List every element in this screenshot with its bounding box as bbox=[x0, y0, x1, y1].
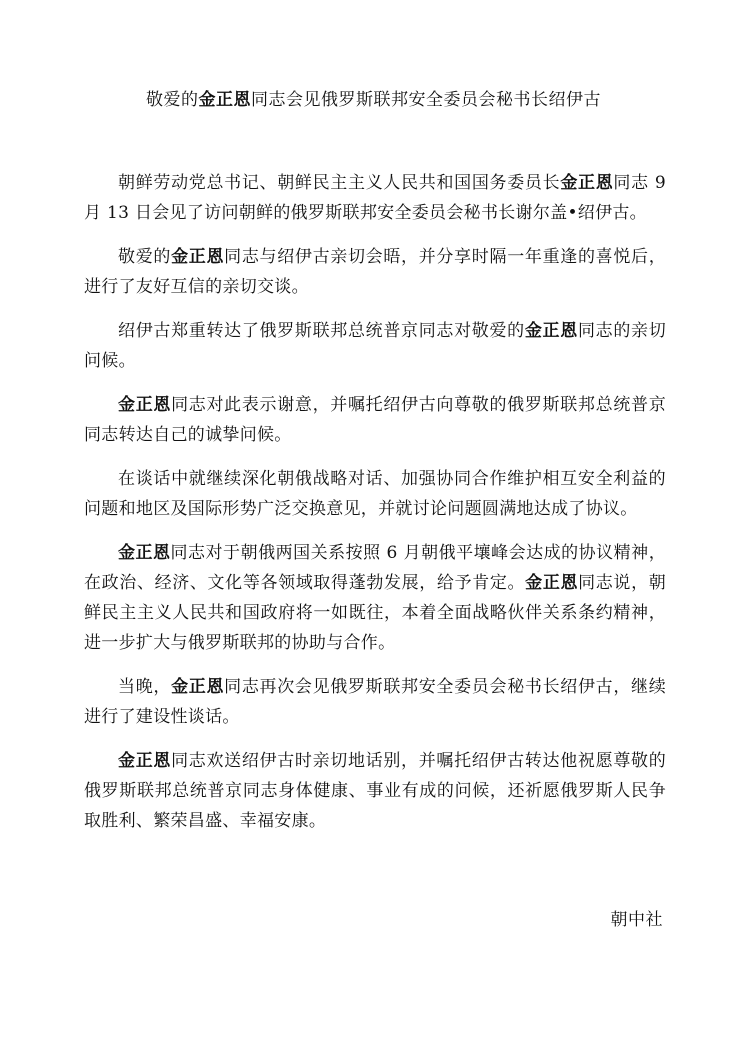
name-highlight: 金正恩 bbox=[524, 321, 578, 341]
name-highlight: 金正恩 bbox=[560, 173, 614, 193]
text-segment: 敬爱的 bbox=[118, 247, 172, 267]
paragraph-1 bbox=[84, 168, 666, 228]
paragraph-7 bbox=[84, 672, 666, 732]
text-segment: 同志与绍伊古亲切会晤，并分享时隔一年重逢的喜悦后，进行了友好互信的亲切交谈。 bbox=[84, 247, 667, 297]
name-highlight: 金正恩 bbox=[118, 543, 171, 563]
name-highlight: 金正恩 bbox=[118, 751, 172, 771]
text-segment: 当晚， bbox=[118, 677, 172, 697]
article-body bbox=[84, 168, 666, 850]
paragraph-2 bbox=[84, 242, 666, 302]
text-segment: 同志 9 月 13 日会见了访问朝鲜的俄罗斯联邦安全委员会秘书长谢尔盖•绍伊古。 bbox=[84, 173, 667, 223]
text-segment: 在谈话中就继续深化朝俄战略对话、加强协同合作维护相互安全利益的问题和地区及国际形势广泛交换意见，并就讨论问题圆满地达成了协议。 bbox=[84, 469, 666, 519]
title-name: 金正恩 bbox=[198, 90, 251, 110]
text-segment: 同志的亲切问候。 bbox=[84, 321, 666, 371]
paragraph-6 bbox=[84, 538, 666, 658]
name-highlight: 金正恩 bbox=[171, 677, 225, 697]
text-segment: 朝鲜劳动党总书记、朝鲜民主主义人民共和国国务委员长 bbox=[118, 173, 561, 193]
news-source: 朝中社 bbox=[610, 910, 663, 930]
text-segment: 同志对此表示谢意，并嘱托绍伊古向尊敬的俄罗斯联邦总统普京同志转达自己的诚挚问候。 bbox=[84, 395, 666, 445]
paragraph-8 bbox=[84, 746, 666, 836]
name-highlight: 金正恩 bbox=[171, 247, 225, 267]
title-suffix: 同志会见俄罗斯联邦安全委员会秘书长绍伊古 bbox=[251, 90, 601, 110]
text-segment: 同志欢送绍伊古时亲切地话别，并嘱托绍伊古转达他祝愿尊敬的俄罗斯联邦总统普京同志身体健康、事业有成的问候，还祈愿俄罗斯人民争取胜利、繁荣昌盛、幸福安康。 bbox=[84, 751, 666, 831]
title-prefix: 敬爱的 bbox=[146, 90, 199, 110]
article-title bbox=[0, 88, 747, 112]
paragraph-5 bbox=[84, 464, 666, 524]
name-highlight: 金正恩 bbox=[525, 573, 579, 593]
paragraph-4 bbox=[84, 390, 666, 450]
name-highlight: 金正恩 bbox=[118, 395, 172, 415]
text-segment: 绍伊古郑重转达了俄罗斯联邦总统普京同志对敬爱的 bbox=[118, 321, 525, 341]
text-segment: 同志对于朝俄两国关系按照 6 月朝俄平壤峰会达成的协议精神，在政治、经济、文化等各领域取得蓬勃发展，给予肯定。 bbox=[84, 543, 666, 593]
text-segment: 同志说，朝鲜民主主义人民共和国政府将一如既往，本着全面战略伙伴关系条约精神，进一步扩大与俄罗斯联邦的协助与合作。 bbox=[84, 573, 667, 653]
paragraph-3 bbox=[84, 316, 666, 376]
text-segment: 同志再次会见俄罗斯联邦安全委员会秘书长绍伊古，继续进行了建设性谈话。 bbox=[84, 677, 667, 727]
